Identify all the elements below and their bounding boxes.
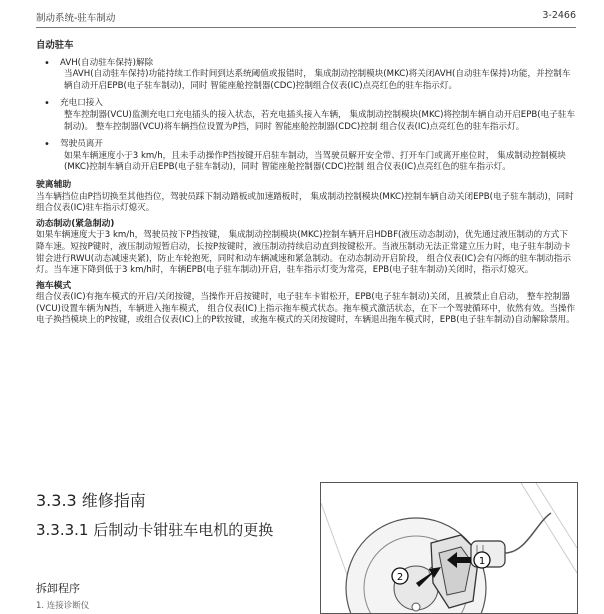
header-page-number: 3-2466 (542, 10, 576, 21)
bullet-body: 整车控制器(VCU)监测充电口充电插头的接入状态，若充电插头接入车辆， 集成制动控制模块(MKC)将控制车辆自动开启EPB(电子驻车制动)。 整车控制器(VCU)将车辆挡位设置为P挡，同时 智能座舱控制器(CDC)控制 组合仪表(IC)点亮红色的驻车指示灯。 (64, 109, 576, 132)
page-header (36, 10, 576, 28)
paragraph-tow-mode: 组合仪表(IC)有拖车模式的开启/关闭按键，当操作开启按键时，电子驻车卡钳松开，EPB(电子驻车制动)关闭，且被禁止自启动， 整车控制器(VCU)设置车辆为N挡，车辆进入拖车模式， 组合仪表(IC)上指示拖车模式状态。拖车模式激活状态，在下一个驾驶循环中，依然有效。当操作电子换挡模块上的P按键，或组合仪表(IC)上的P软按键，或拖车模式的关闭按键时，车辆退出拖车模式时，EPB(电子驻车制动)自动解除禁用。 (36, 292, 576, 326)
heading-maintenance-guide: 3.3.3 维修指南 (36, 491, 146, 510)
bullet-title: 充电口接入 (60, 98, 103, 109)
brake-caliper-illustration (320, 482, 578, 614)
bullet-title: 驾驶员离开 (60, 139, 103, 150)
bullet-dot-icon: • (44, 139, 50, 151)
section-title-auto-park: 自动驻车 (36, 40, 74, 51)
heading-removal-procedure: 拆卸程序 (36, 582, 80, 595)
section-title-dynamic-braking: 动态制动(紧急制动) (36, 218, 115, 229)
paragraph-drive-away-assist: 当车辆挡位由P挡切换至其他挡位，驾驶员踩下制动踏板或加速踏板时， 集成制动控制模块(MKC)控制车辆自动关闭EPB(电子驻车制动)，同时 组合仪表(IC)驻车指示灯熄灭。 (36, 191, 574, 214)
caliper-drawing (321, 483, 577, 613)
bullet-body: 如果车辆速度小于3 km/h，且未手动操作P挡按键开启驻车制动，当驾驶员解开安全带、打开车门或离开座位时， 集成制动控制模块(MKC)控制车辆自动开启EPB(电子驻车制动)，同时 智能座舱控制器(CDC)控制 组合仪表(IC)点亮红色的驻车指示灯。 (64, 150, 566, 173)
header-divider (36, 27, 576, 28)
bullet-dot-icon: • (44, 98, 50, 110)
bullet-item (36, 98, 576, 133)
heading-caliper-motor-replacement: 3.3.3.1 后制动卡钳驻车电机的更换 (36, 521, 274, 539)
header-chapter: 制动系统-驻车制动 (36, 13, 116, 24)
paragraph-dynamic-braking: 如果车辆速度大于3 km/h，驾驶员按下P挡按键， 集成制动控制模块(MKC)控制车辆开启HDBF(液压动态制动)，优先通过液压制动的方式下降车速。短按P键时，液压制动短暂启动，长按P按键时，液压制动持续启动直到按键松开。当液压制动无法正常建立压力时，电子驻车制动卡钳会进行RWU(动态减速夹紧)，防止车轮抱死，同时和动车辆减速和紧急制动。在动态制动开启阶段， 组合仪表(IC)会有闪烁的驻车制动指示灯。当车速下降到低于3 km/h时，车辆EPB(电子驻车制动)开启，驻车指示灯变为常亮，EPB(电子驻车制动)关闭时，指示灯熄灭。 (36, 230, 571, 276)
section-title-tow-mode: 拖车模式 (36, 280, 72, 291)
callout-1-label: 1 (478, 556, 486, 567)
body-content (36, 40, 576, 327)
bullet-item (36, 139, 576, 174)
callout-2-label: 2 (396, 572, 404, 583)
bullet-dot-icon: • (44, 57, 50, 69)
bullet-title: AVH(自动驻车保持)解除 (60, 57, 154, 68)
bullet-body: 当AVH(自动驻车保持)功能持续工作时间到达系统阈值或报错时， 集成制动控制模块(MKC)将关闭AVH(自动驻车保持)功能，并控制车辆自动开启EPB(电子驻车制动)，同时 智能座舱控制器(CDC)控制组合仪表(IC)点亮红色的驻车指示灯。 (64, 69, 571, 91)
section-title-drive-away-assist: 驶离辅助 (36, 179, 72, 190)
bullet-item (36, 58, 576, 93)
procedure-step-1: 1. 连接诊断仪 (36, 601, 90, 611)
